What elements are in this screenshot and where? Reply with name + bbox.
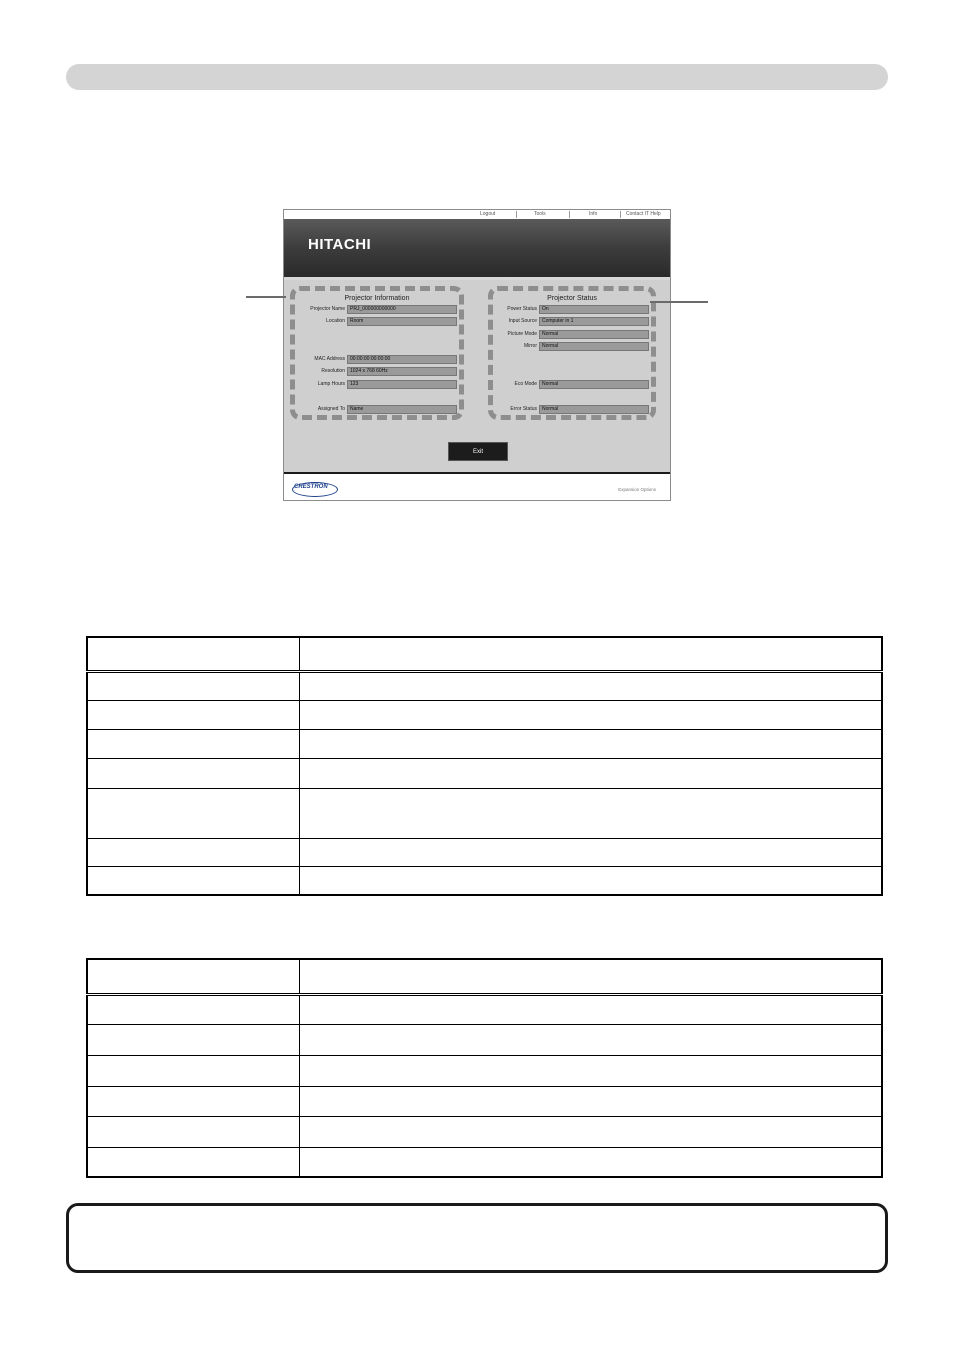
table-cell — [87, 866, 300, 895]
table-cell — [87, 959, 300, 994]
panel-title: Projector Status — [547, 295, 597, 302]
table-cell — [300, 637, 883, 671]
table-cell — [87, 1086, 300, 1116]
table-cell — [87, 1024, 300, 1055]
table-cell — [300, 1055, 883, 1086]
table-cell — [300, 729, 883, 758]
callout-line-left — [246, 296, 286, 298]
projector-status-panel — [488, 286, 656, 420]
projector-name-field: PRJ_000000000000 — [347, 305, 457, 314]
mirror-field: Normal — [539, 342, 649, 351]
nav-logout[interactable]: Logout — [480, 211, 496, 217]
nav-info[interactable]: Info — [589, 211, 598, 217]
input-source-field: Computer in 1 — [539, 317, 649, 326]
table-cell — [87, 637, 300, 671]
table-cell — [300, 959, 883, 994]
table-cell — [87, 1055, 300, 1086]
table-cell — [300, 1024, 883, 1055]
picture-mode-field: Normal — [539, 330, 649, 339]
nav-separator — [516, 211, 517, 218]
table-cell — [87, 671, 300, 700]
expansion-options-link[interactable]: Expansion Options — [618, 487, 656, 492]
field-label: Lamp Hours — [317, 381, 345, 387]
field-label: Picture Mode — [507, 331, 537, 337]
section-header-bar — [66, 64, 888, 90]
field-label: Projector Name — [310, 306, 345, 312]
table-cell — [87, 758, 300, 788]
web-control-screenshot — [283, 209, 671, 501]
power-status-field: On — [539, 305, 649, 314]
field-label: Power Status — [507, 306, 537, 312]
field-label: Assigned To — [317, 406, 345, 412]
footer — [284, 472, 670, 501]
field-label: Mirror — [523, 343, 537, 349]
field-label: Location — [326, 318, 345, 324]
table-cell — [300, 788, 883, 838]
panel-title: Projector Information — [344, 295, 410, 302]
table-cell — [87, 1147, 300, 1177]
field-label: Eco Mode — [514, 381, 537, 387]
table-cell — [87, 788, 300, 838]
field-label: Error Status — [510, 406, 537, 412]
table-cell — [87, 838, 300, 866]
crestron-logo: CRESTRON — [294, 484, 328, 490]
resolution-field: 1024 x 768 60Hz — [347, 367, 457, 376]
table-cell — [87, 1116, 300, 1147]
table-cell — [87, 700, 300, 729]
nav-tools[interactable]: Tools — [534, 211, 546, 217]
callout-line-right — [650, 301, 708, 303]
content-area — [284, 280, 670, 472]
table-cell — [87, 994, 300, 1024]
note-box — [66, 1203, 888, 1273]
assigned-to-field: Name — [347, 405, 457, 414]
table-cell — [300, 1147, 883, 1177]
projector-status-table — [86, 958, 883, 1178]
table-cell — [87, 729, 300, 758]
projector-information-panel — [290, 286, 464, 420]
top-nav — [284, 210, 670, 219]
projector-information-table — [86, 636, 883, 896]
table-cell — [300, 1086, 883, 1116]
field-label: Resolution — [321, 368, 345, 374]
error-status-field: Normal — [539, 405, 649, 414]
table-cell — [300, 838, 883, 866]
table-cell — [300, 1116, 883, 1147]
exit-button[interactable]: Exit — [448, 442, 508, 461]
table-cell — [300, 671, 883, 700]
nav-separator — [569, 211, 570, 218]
eco-mode-field: Normal — [539, 380, 649, 389]
table-cell — [300, 994, 883, 1024]
location-field: Room — [347, 317, 457, 326]
table-cell — [300, 700, 883, 729]
field-label: Input Source — [508, 318, 537, 324]
hitachi-logo: HITACHI — [308, 236, 372, 253]
lamp-hours-field: 123 — [347, 380, 457, 389]
table-cell — [300, 866, 883, 895]
mac-address-field: 00:00:00:00:00:00 — [347, 355, 457, 364]
table-cell — [300, 758, 883, 788]
field-label: MAC Address — [314, 356, 345, 362]
nav-contact-it-help[interactable]: Contact IT Help — [626, 211, 661, 217]
nav-separator — [620, 211, 621, 218]
